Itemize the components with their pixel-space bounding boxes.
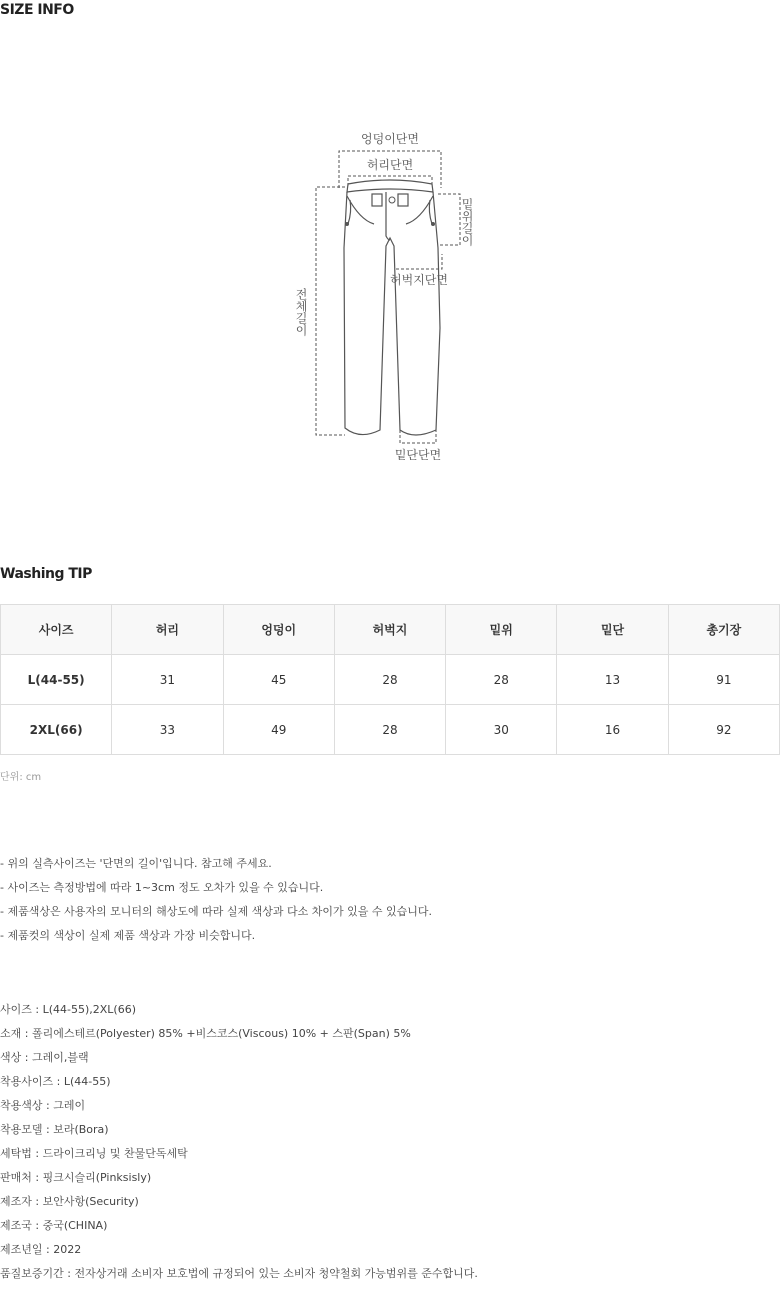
product-specs-list: [0, 1002, 478, 1290]
total-length-label: 전체길이: [294, 288, 308, 336]
table-cell: 91: [668, 655, 779, 705]
table-cell: 49: [223, 705, 334, 755]
table-cell: 13: [557, 655, 668, 705]
list-item: 제조년일 : 2022: [0, 1243, 82, 1256]
list-item: 제조자 : 보안사항(Security): [0, 1195, 139, 1208]
list-item: 품질보증기간 : 전자상거래 소비자 보호법에 규정되어 있는 소비자 청약철회 가능범위를 준수합니다.: [0, 1267, 478, 1280]
list-item: - 제품컷의 색상이 실제 제품 색상과 가장 비슷합니다.: [0, 929, 256, 942]
list-item: 색상 : 그레이,블랙: [0, 1051, 89, 1064]
pants-measurement-diagram: [290, 128, 490, 468]
table-cell: 31: [112, 655, 223, 705]
table-row: [1, 655, 780, 705]
header-thigh: 허벅지: [334, 605, 445, 655]
list-item: 판매처 : 핑크시슬리(Pinksisly): [0, 1171, 152, 1184]
table-cell: 45: [223, 655, 334, 705]
header-size: 사이즈: [1, 605, 112, 655]
hem-label: 밑단단면: [394, 448, 442, 462]
notes-list: [0, 856, 432, 952]
table-cell: 92: [668, 705, 779, 755]
list-item: - 위의 실측사이즈는 '단면의 길이'입니다. 참고해 주세요.: [0, 857, 272, 870]
table-header-row: [1, 605, 780, 655]
list-item: 착용모델 : 보라(Bora): [0, 1123, 109, 1136]
header-hem: 밑단: [557, 605, 668, 655]
list-item: - 제품색상은 사용자의 모니터의 해상도에 따라 실제 색상과 다소 차이가 있을 수 있습니다.: [0, 905, 432, 918]
table-cell: L(44-55): [1, 655, 112, 705]
header-total-length: 총기장: [668, 605, 779, 655]
table-cell: 28: [446, 655, 557, 705]
list-item: 소재 : 폴리에스테르(Polyester) 85% +비스코스(Viscous) 10% + 스판(Span) 5%: [0, 1027, 411, 1040]
table-row: [1, 705, 780, 755]
list-item: 착용색상 : 그레이: [0, 1099, 86, 1112]
table-cell: 2XL(66): [1, 705, 112, 755]
thigh-label: 허벅지단면: [390, 273, 448, 287]
table-cell: 16: [557, 705, 668, 755]
list-item: 제조국 : 중국(CHINA): [0, 1219, 108, 1232]
header-waist: 허리: [112, 605, 223, 655]
hip-label: 엉덩이단면: [361, 132, 419, 146]
rise-label: 밑위길이: [460, 198, 474, 246]
header-rise: 밑위: [446, 605, 557, 655]
table-cell: 33: [112, 705, 223, 755]
list-item: - 사이즈는 측정방법에 따라 1~3cm 정도 오차가 있을 수 있습니다.: [0, 881, 324, 894]
unit-note: 단위: cm: [0, 772, 42, 783]
table-cell: 28: [334, 655, 445, 705]
list-item: 착용사이즈 : L(44-55): [0, 1075, 111, 1088]
size-table: [0, 604, 780, 755]
waist-label: 허리단면: [366, 158, 414, 172]
table-cell: 28: [334, 705, 445, 755]
list-item: 사이즈 : L(44-55),2XL(66): [0, 1003, 136, 1016]
washing-tip-title: Washing TIP: [0, 566, 92, 582]
size-info-title: SIZE INFO: [0, 2, 74, 18]
header-hip: 엉덩이: [223, 605, 334, 655]
table-cell: 30: [446, 705, 557, 755]
list-item: 세탁법 : 드라이크리닝 및 찬물단독세탁: [0, 1147, 188, 1160]
